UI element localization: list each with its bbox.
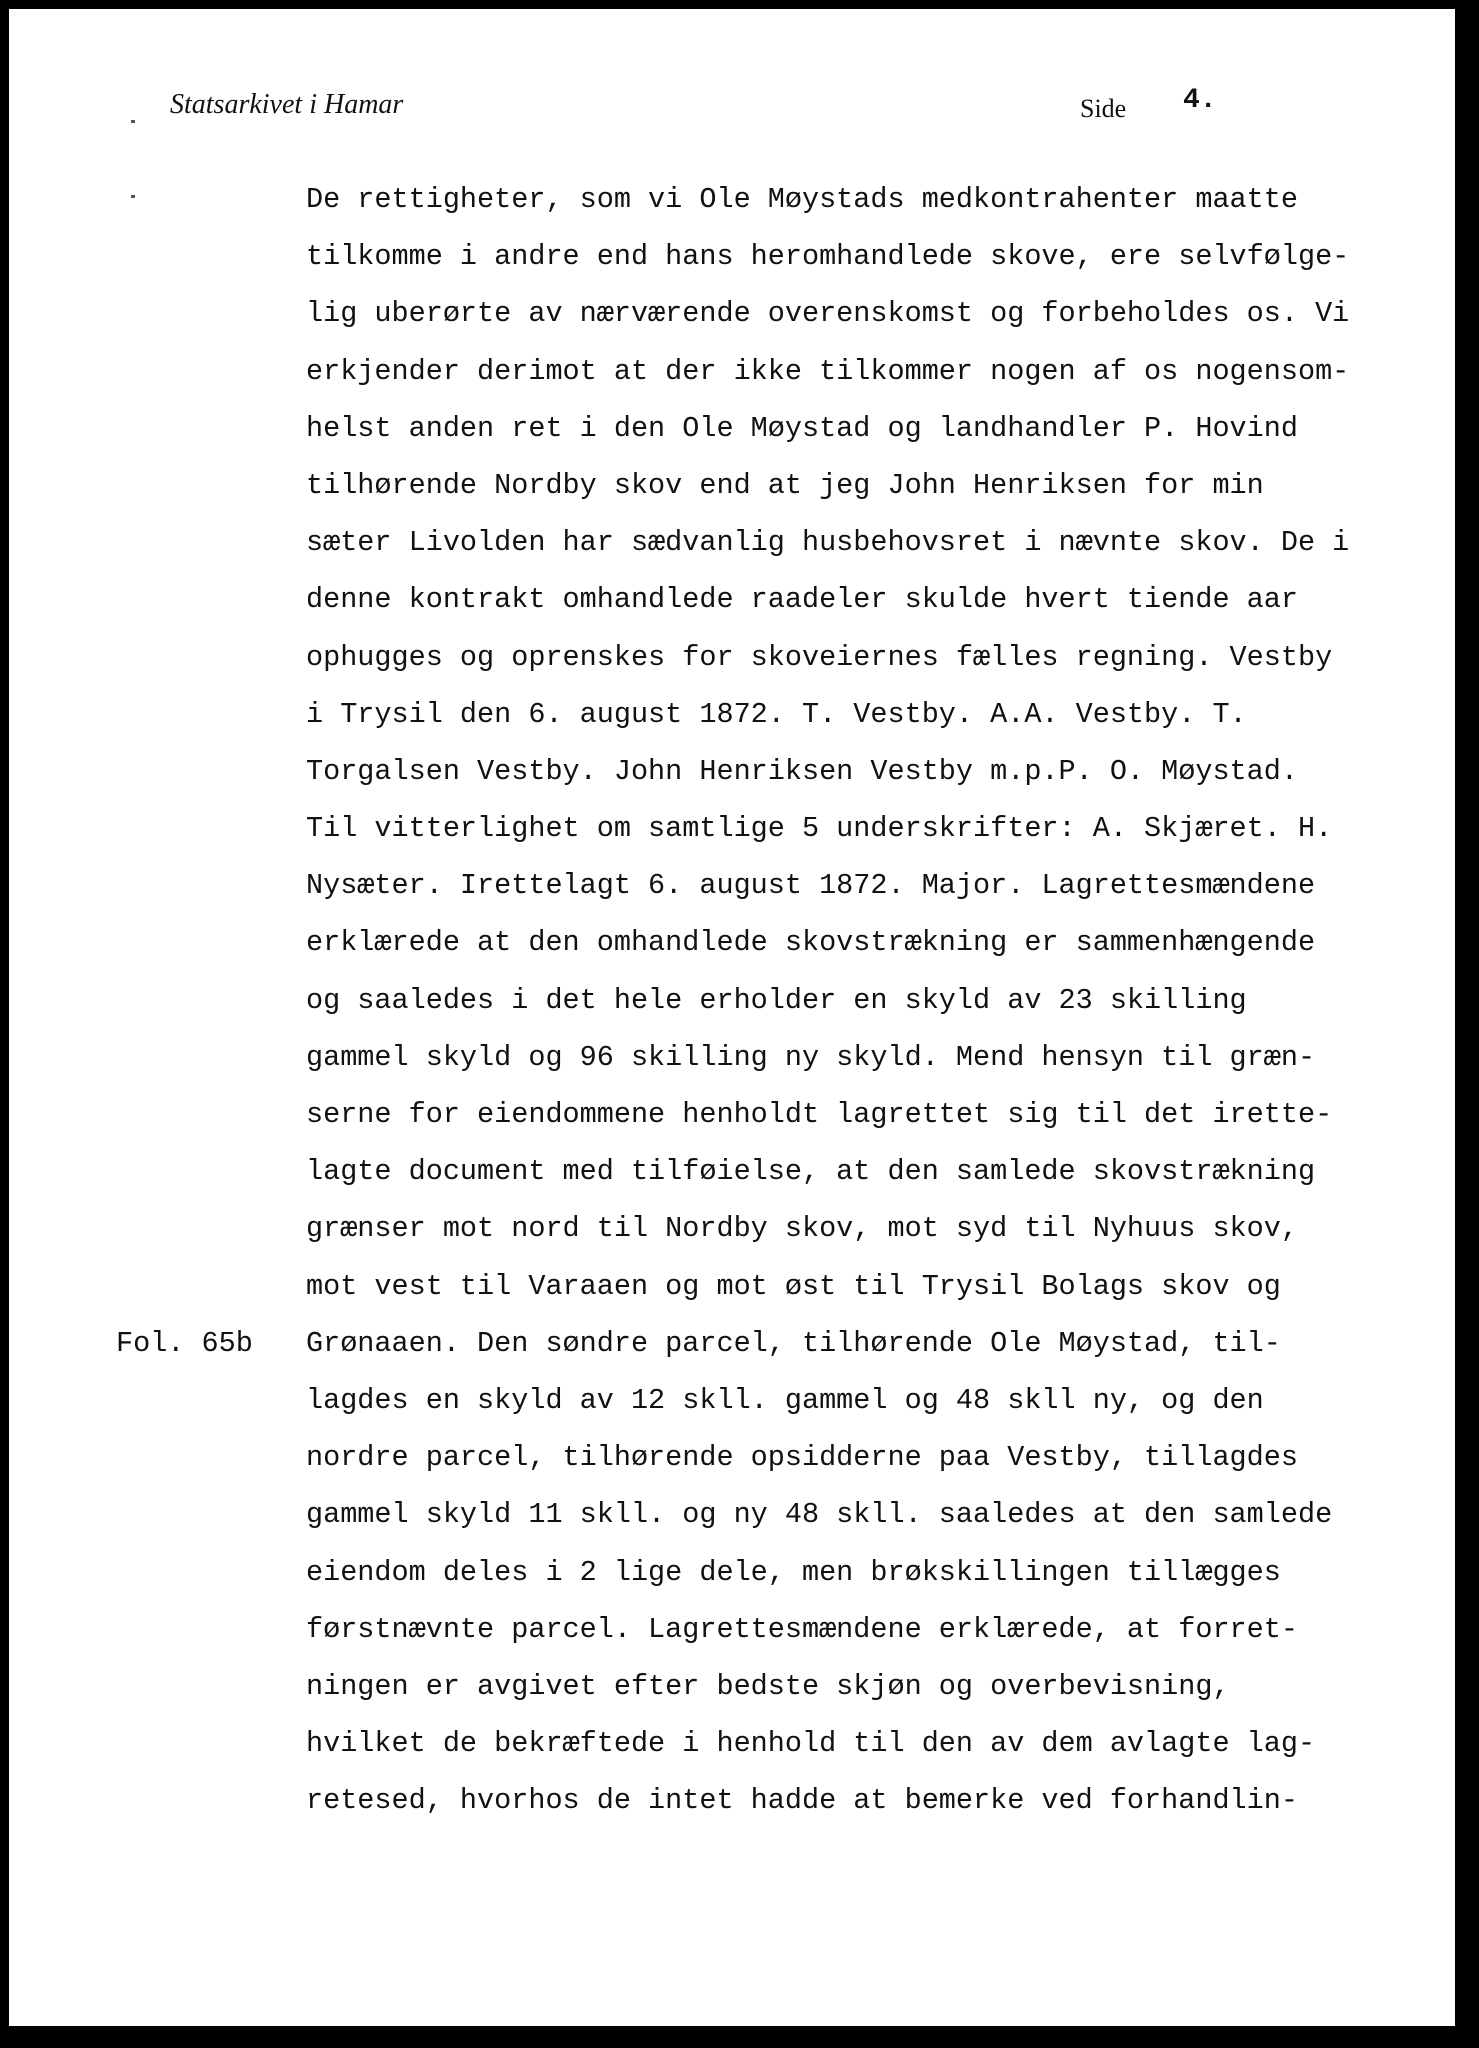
text-line: ningen er avgivet efter bedste skjøn og overbevisning,: [306, 1669, 1230, 1703]
text-line: sæter Livolden har sædvanlig husbehovsret i nævnte skov. De i: [306, 526, 1350, 560]
document-page: [9, 9, 1455, 2026]
text-line: i Trysil den 6. august 1872. T. Vestby. A.A. Vestby. T.: [306, 697, 1247, 731]
page-number: 4.: [1183, 85, 1217, 116]
text-line: Grønaaen. Den søndre parcel, tilhørende Ole Møystad, til-: [306, 1326, 1281, 1360]
text-line: førstnævnte parcel. Lagrettesmændene erklærede, at forret-: [306, 1612, 1298, 1646]
text-line: Nysæter. Irettelagt 6. august 1872. Major. Lagrettesmændene: [306, 869, 1316, 903]
text-line: nordre parcel, tilhørende opsidderne paa Vestby, tillagdes: [306, 1441, 1298, 1475]
text-line: ophugges og oprenskes for skoveiernes fælles regning. Vestby: [306, 640, 1333, 674]
text-line: erkjender derimot at der ikke tilkommer nogen af os nogensom-: [306, 354, 1350, 388]
text-line: hvilket de bekræftede i henhold til den av dem avlagte lag-: [306, 1727, 1316, 1761]
text-line: Til vitterlighet om samtlige 5 underskrifter: A. Skjæret. H.: [306, 812, 1333, 846]
text-line: Torgalsen Vestby. John Henriksen Vestby m.p.P. O. Møystad.: [306, 754, 1298, 788]
text-line: De rettigheter, som vi Ole Møystads medkontrahenter maatte: [306, 183, 1298, 216]
text-line: tilkomme i andre end hans heromhandlede skove, ere selvfølge-: [306, 240, 1350, 274]
text-line: grænser mot nord til Nordby skov, mot syd til Nyhuus skov,: [306, 1212, 1298, 1246]
folio-margin-note: Fol. 65b: [116, 1327, 253, 1360]
text-line: tilhørende Nordby skov end at jeg John Henriksen for min: [306, 468, 1264, 502]
margin-speck: [131, 120, 135, 123]
text-line: serne for eiendommene henholdt lagrettet sig til det irette-: [306, 1098, 1333, 1131]
text-line: eiendom deles i 2 lige dele, men brøkskillingen tillægges: [306, 1555, 1281, 1589]
text-line: og saaledes i det hele erholder en skyld av 23 skilling: [306, 983, 1247, 1017]
text-line: helst anden ret i den Ole Møystad og landhandler P. Hovind: [306, 411, 1298, 445]
side-label: Side: [1080, 94, 1127, 123]
text-line: lagdes en skyld av 12 skll. gammel og 48 skll ny, og den: [306, 1383, 1264, 1417]
margin-speck: [131, 195, 135, 198]
text-line: mot vest til Varaaen og mot øst til Trysil Bolags skov og: [306, 1269, 1281, 1303]
text-line: retesed, hvorhos de intet hadde at bemerke ved forhandlin-: [306, 1784, 1298, 1818]
archive-name: Statsarkivet i Hamar: [170, 89, 404, 120]
text-line: lagte document med tilføielse, at den samlede skovstrækning: [306, 1155, 1316, 1189]
body-text: [306, 171, 1349, 1829]
text-line: gammel skyld og 96 skilling ny skyld. Mend hensyn til græn-: [306, 1040, 1316, 1074]
text-line: gammel skyld 11 skll. og ny 48 skll. saaledes at den samlede: [306, 1498, 1333, 1532]
text-line: lig uberørte av nærværende overenskomst og forbeholdes os. Vi: [306, 297, 1350, 331]
text-line: denne kontrakt omhandlede raadeler skulde hvert tiende aar: [306, 583, 1298, 617]
text-line: erklærede at den omhandlede skovstrækning er sammenhængende: [306, 926, 1316, 960]
